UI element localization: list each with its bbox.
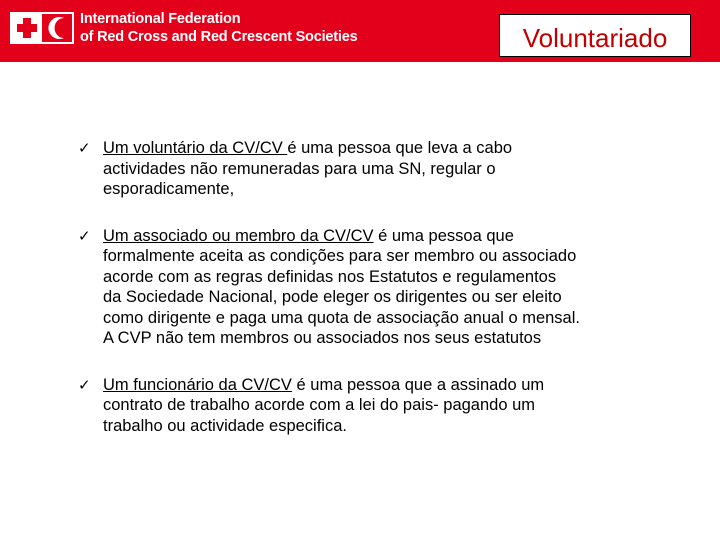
item-term: Um associado ou membro da CV/CV bbox=[103, 226, 374, 245]
item-text: acorde com as regras definidas nos Estatutos e regulamentos bbox=[103, 267, 557, 286]
definition-list bbox=[78, 138, 698, 462]
org-name-line-1: International Federation bbox=[80, 11, 241, 27]
item-text: é uma pessoa que leva a cabo bbox=[287, 139, 513, 157]
checkmark-icon: ✓ bbox=[78, 375, 91, 394]
section-title: Voluntariado bbox=[499, 14, 691, 57]
list-item bbox=[78, 375, 698, 437]
item-text: é uma pessoa que bbox=[373, 226, 514, 245]
item-text: formalmente aceita as condições para ser membro ou associado bbox=[103, 247, 577, 265]
item-text: esporadicamente, bbox=[103, 180, 235, 198]
org-name-line-2: of Red Cross and Red Crescent Societies bbox=[80, 29, 358, 45]
item-text: da Sociedade Nacional, pode eleger os dirigentes ou ser eleito bbox=[103, 288, 562, 306]
item-term: Um funcionário da CV/CV bbox=[103, 375, 292, 394]
item-text: contrato de trabalho acorde com a lei do pais- pagando um bbox=[103, 396, 536, 414]
checkmark-icon: ✓ bbox=[78, 139, 91, 157]
item-term: Um voluntário da CV/CV bbox=[103, 139, 288, 157]
item-text: A CVP não tem membros ou associados nos seus estatutos bbox=[103, 329, 542, 347]
list-item bbox=[78, 138, 698, 200]
organization-name bbox=[80, 10, 357, 46]
header-bar bbox=[0, 0, 720, 62]
item-text: trabalho ou actividade especifica. bbox=[103, 416, 347, 435]
item-text: é uma pessoa que a assinado um bbox=[291, 375, 545, 394]
item-text: como dirigente e paga uma quota de associação anual o mensal. bbox=[103, 308, 580, 327]
red-cross-crescent-icon bbox=[10, 12, 74, 44]
item-text: actividades não remuneradas para uma SN, regular o bbox=[103, 159, 496, 178]
list-item bbox=[78, 226, 698, 349]
checkmark-icon: ✓ bbox=[78, 226, 91, 245]
